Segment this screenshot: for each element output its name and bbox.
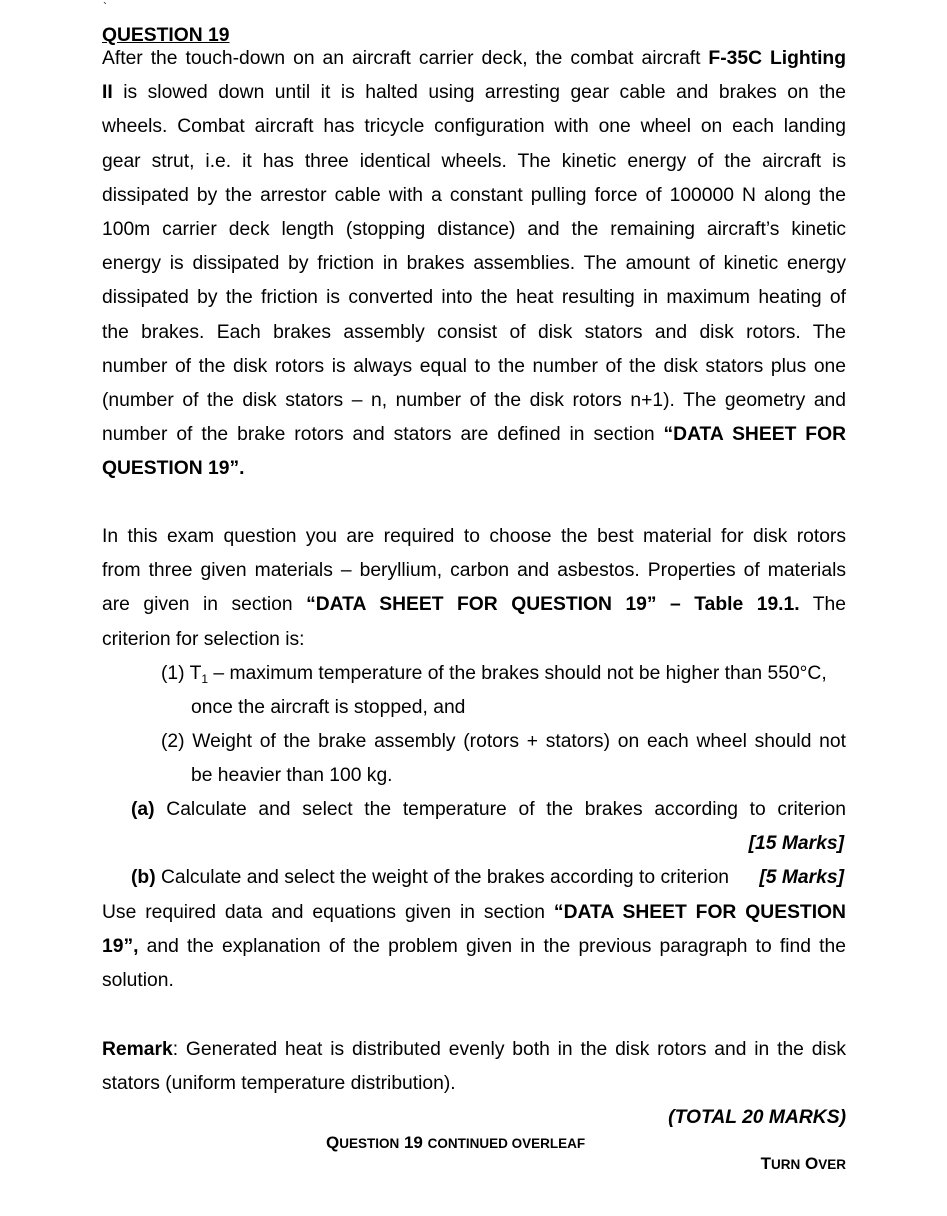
selection-line: criterion for selection is: (102, 628, 305, 650)
intro-line: wheels. Combat aircraft has tricycle configuration with one wheel on each landing (102, 116, 846, 138)
data-sheet-reference: “DATA SHEET FOR QUESTION (553, 902, 846, 923)
part-a: (a) Calculate and select the temperature of the brakes according to criterion (131, 799, 846, 820)
part-b-label: (b) (131, 867, 156, 888)
intro-line: (number of the disk stators – n, number of the disk rotors n+1). The geometry and (102, 390, 846, 412)
part-a-marks: [15 Marks] (748, 833, 844, 854)
selection-line: In this exam question you are required to choose the best material for disk rotors (102, 526, 846, 547)
criterion-2-continued: be heavier than 100 kg. (191, 765, 393, 786)
intro-line: number of the brake rotors and stators are defined in section “DATA SHEET FOR (102, 424, 846, 446)
aircraft-name: F-35C Lighting (708, 48, 846, 69)
intro-line: QUESTION 19”. (102, 458, 245, 480)
intro-paragraph (102, 42, 846, 487)
selection-paragraph (102, 520, 846, 657)
intro-line: dissipated by the friction is converted into the heat resulting in maximum heating of (102, 287, 846, 309)
intro-line: number of the disk rotors is always equal to the number of the disk stators plus one (102, 355, 846, 377)
instructions-paragraph: Use required data and equations given in section “DATA SHEET FOR QUESTION 19”, and the explanation of the problem given in the previous paragraph to find the solution. (102, 902, 846, 992)
intro-line: gear strut, i.e. it has three identical wheels. The kinetic energy of the aircraft is (102, 150, 846, 172)
intro-line: energy is dissipated by friction in brakes assemblies. The amount of kinetic energy (102, 253, 846, 275)
part-a-label: (a) (131, 799, 155, 820)
total-marks: (TOTAL 20 MARKS) (668, 1107, 846, 1128)
intro-line: After the touch-down on an aircraft carrier deck, the combat aircraft F-35C Lighting (102, 48, 846, 69)
intro-line: 100m carrier deck length (stopping distance) and the remaining aircraft’s kinetic (102, 219, 846, 241)
intro-line: II is slowed down until it is halted using arresting gear cable and brakes on the (102, 82, 846, 104)
criterion-1: (1) $T_1$ – maximum temperature of the brakes should not be higher than 550°C, (161, 663, 827, 686)
aircraft-name-suffix: II (102, 82, 113, 104)
intro-line: dissipated by the arrestor cable with a constant pulling force of 100000 N along the (102, 184, 846, 206)
stray-mark: ` (103, 0, 107, 14)
remark-label: Remark (102, 1039, 173, 1060)
part-b: (b) Calculate and select the weight of the brakes according to criterion (131, 867, 730, 888)
intro-line: the brakes. Each brakes assembly consist of disk stators and disk rotors. The (102, 321, 846, 343)
turn-over: TURN OVER (760, 1154, 846, 1173)
part-b-marks: [5 Marks] (759, 867, 844, 888)
criterion-1-continued: once the aircraft is stopped, and (191, 697, 466, 718)
remark-paragraph: Remark: Generated heat is distributed evenly both in the disk rotors and in the disk stators (uniform temperature distribution). (102, 1039, 846, 1095)
question-title: QUESTION 19 (102, 25, 230, 46)
table-reference: “DATA SHEET FOR QUESTION 19” – Table 19.1. (306, 594, 800, 616)
selection-line: are given in section “DATA SHEET FOR QUESTION 19” – Table 19.1. The (102, 594, 846, 616)
continued-overleaf: QUESTION 19 CONTINUED OVERLEAF (326, 1133, 586, 1152)
selection-line: from three given materials – beryllium, carbon and asbestos. Properties of materials (102, 560, 846, 582)
data-sheet-reference: “DATA SHEET FOR (663, 424, 846, 446)
criterion-2: (2) Weight of the brake assembly (rotors + stators) on each wheel should not (161, 731, 846, 752)
